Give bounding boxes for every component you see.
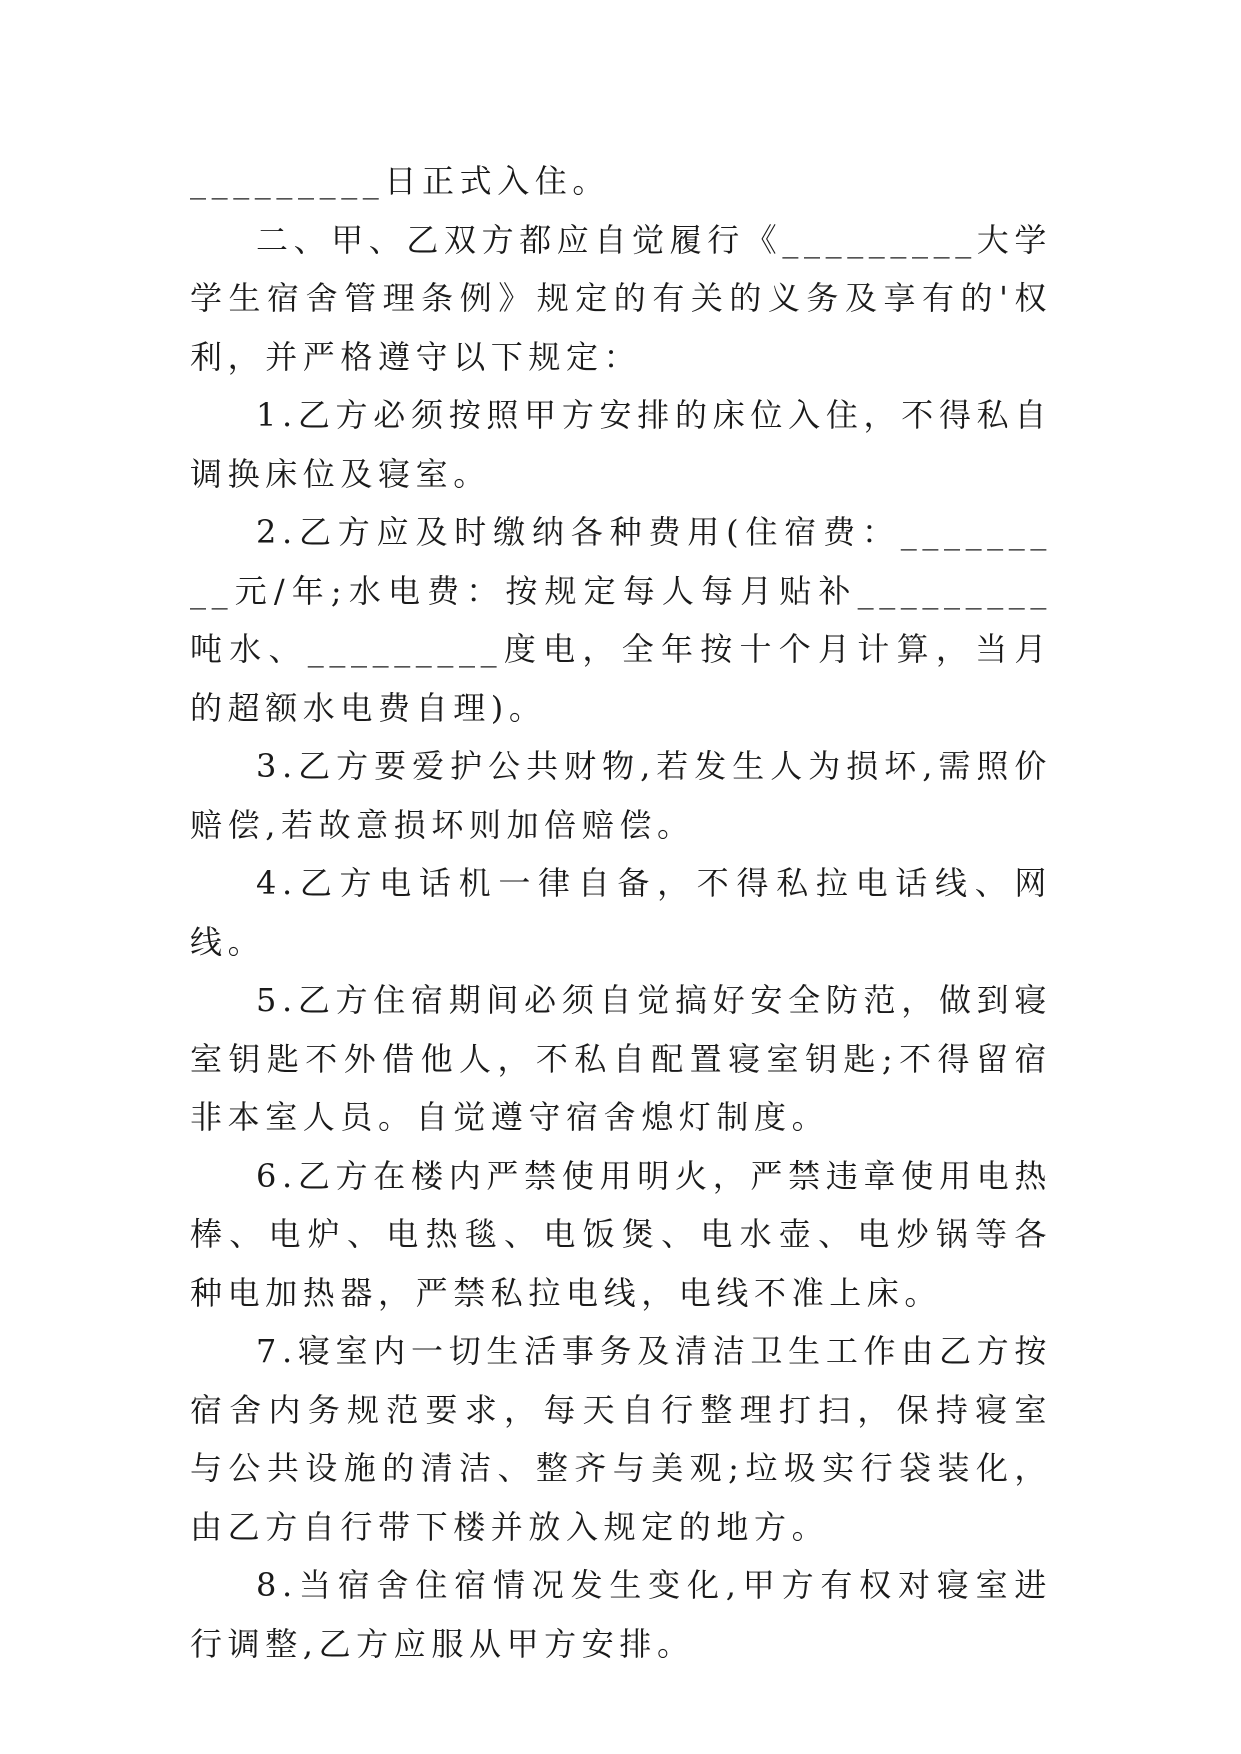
paragraph-rule-4: 4.乙方电话机一律自备，不得私拉电话线、网线。 [190,864,1052,961]
paragraph-rule-5: 5.乙方住宿期间必须自觉搞好安全防范，做到寝室钥匙不外借他人，不私自配置寝室钥匙;不得留宿非本室人员。自觉遵守宿舍熄灯制度。 [190,981,1052,1136]
paragraph-rule-3: 3.乙方要爱护公共财物,若发生人为损坏,需照价赔偿,若故意损坏则加倍赔偿。 [190,747,1052,844]
paragraph-move-in-date: _________日正式入住。 [190,162,611,200]
paragraph-section-two: 二、甲、乙双方都应自觉履行《_________大学学生宿舍管理条例》规定的有关的义务及享有的'权利，并严格遵守以下规定： [190,220,1053,376]
paragraph-rule-2: 2.乙方应及时缴纳各种费用(住宿费：_________元/年;水电费：按规定每人每月贴补_________吨水、_________度电，全年按十个月计算，当月的超额水电费自理)。 [190,513,1052,727]
paragraph-rule-6: 6.乙方在楼内严禁使用明火，严禁违章使用电热棒、电炉、电热毯、电饭煲、电水壶、电炒锅等各种电加热器，严禁私拉电线，电线不准上床。 [190,1156,1052,1312]
paragraph-rule-7: 7.寝室内一切生活事务及清洁卫生工作由乙方按宿舍内务规范要求，每天自行整理打扫，保持寝室与公共设施的清洁、整齐与美观;垃圾实行袋装化，由乙方自行带下楼并放入规定的地方。 [190,1332,1052,1546]
paragraph-rule-1: 1.乙方必须按照甲方安排的床位入住，不得私自调换床位及寝室。 [190,396,1052,493]
document-body [190,152,1052,1673]
paragraph-rule-8: 8.当宿舍住宿情况发生变化,甲方有权对寝室进行调整,乙方应服从甲方安排。 [190,1566,1052,1663]
